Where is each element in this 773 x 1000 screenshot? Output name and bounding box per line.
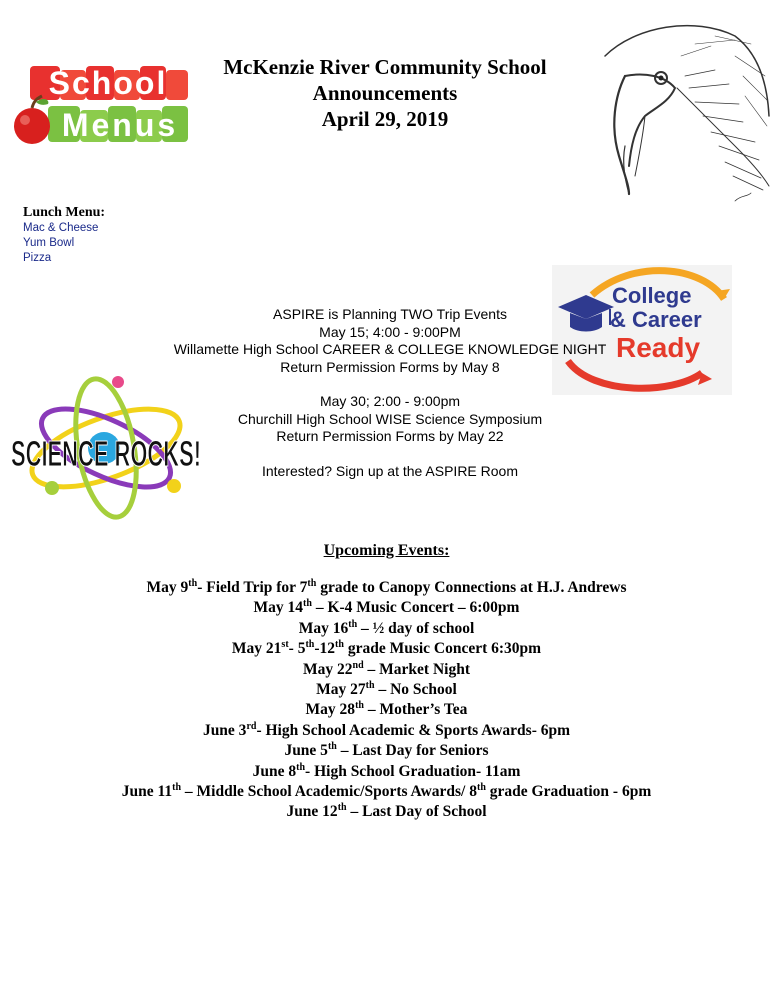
- event-line: May 14th – K-4 Music Concert – 6:00pm: [253, 598, 520, 617]
- event-line: May 27th – No School: [316, 679, 457, 699]
- page-title: Announcements: [312, 81, 458, 105]
- event-line: June 12th – Last Day of School: [286, 802, 487, 821]
- lunch-item: Pizza: [23, 252, 52, 264]
- lunch-menu-title: Lunch Menu:: [23, 205, 106, 220]
- trip2-time: May 30; 2:00 - 9:00pm: [319, 393, 461, 409]
- lunch-menu: [23, 204, 105, 266]
- event-line: June 3rd- High School Academic & Sports Awards- 6pm: [202, 720, 571, 739]
- event-line: May 22nd – Market Night: [303, 659, 470, 678]
- lunch-item: Mac & Cheese: [23, 222, 99, 234]
- aspire-intro: ASPIRE is Planning TWO Trip Events: [273, 306, 507, 322]
- aspire-announcement: [90, 306, 690, 480]
- eagle-eye-icon: [659, 76, 664, 81]
- event-line: June 8th- High School Graduation- 11am: [252, 761, 521, 780]
- lunch-item: Yum Bowl: [23, 237, 75, 249]
- career-word: & Career: [610, 307, 702, 332]
- aspire-signup: Interested? Sign up at the ASPIRE Room: [261, 462, 519, 479]
- school-menus-logo: [8, 60, 193, 152]
- trip2-forms: Return Permission Forms by May 22: [276, 428, 504, 444]
- school-menus-word2: Menus: [61, 107, 179, 143]
- event-line: May 28th – Mother’s Tea: [305, 700, 468, 719]
- upcoming-events-list: [0, 578, 773, 823]
- apple-icon: [14, 96, 50, 144]
- event-line: May 16th – ½ day of school: [298, 618, 475, 637]
- trip2-event: Churchill High School WISE Science Symposium: [237, 410, 543, 427]
- event-line: June 5th – Last Day for Seniors: [284, 741, 489, 760]
- trip1-time: May 15; 4:00 - 9:00PM: [319, 323, 461, 340]
- school-menus-word1: School: [48, 65, 168, 101]
- event-line: June 11th – Middle School Academic/Sports Awards/ 8th grade Graduation - 6pm: [121, 781, 652, 801]
- event-line: May 21st- 5th-12th grade Music Concert 6:30pm: [231, 639, 542, 658]
- upcoming-events-title: Upcoming Events:: [323, 542, 450, 559]
- eagle-sketch-illustration: [585, 16, 771, 216]
- science-rocks-text: SCIENCE ROCKS!: [11, 433, 201, 474]
- college-word: College: [612, 283, 692, 308]
- trip1-forms: Return Permission Forms by May 8: [280, 358, 500, 375]
- announcement-date: April 29, 2019: [321, 107, 449, 131]
- ready-word: Ready: [616, 332, 701, 363]
- school-name: McKenzie River Community School: [223, 55, 547, 79]
- trip1-event: Willamette High School CAREER & COLLEGE KNOWLEDGE NIGHT: [173, 341, 607, 357]
- event-line: May 9th- Field Trip for 7th grade to Canopy Connections at H.J. Andrews: [146, 577, 627, 596]
- announcement-header: [180, 54, 590, 132]
